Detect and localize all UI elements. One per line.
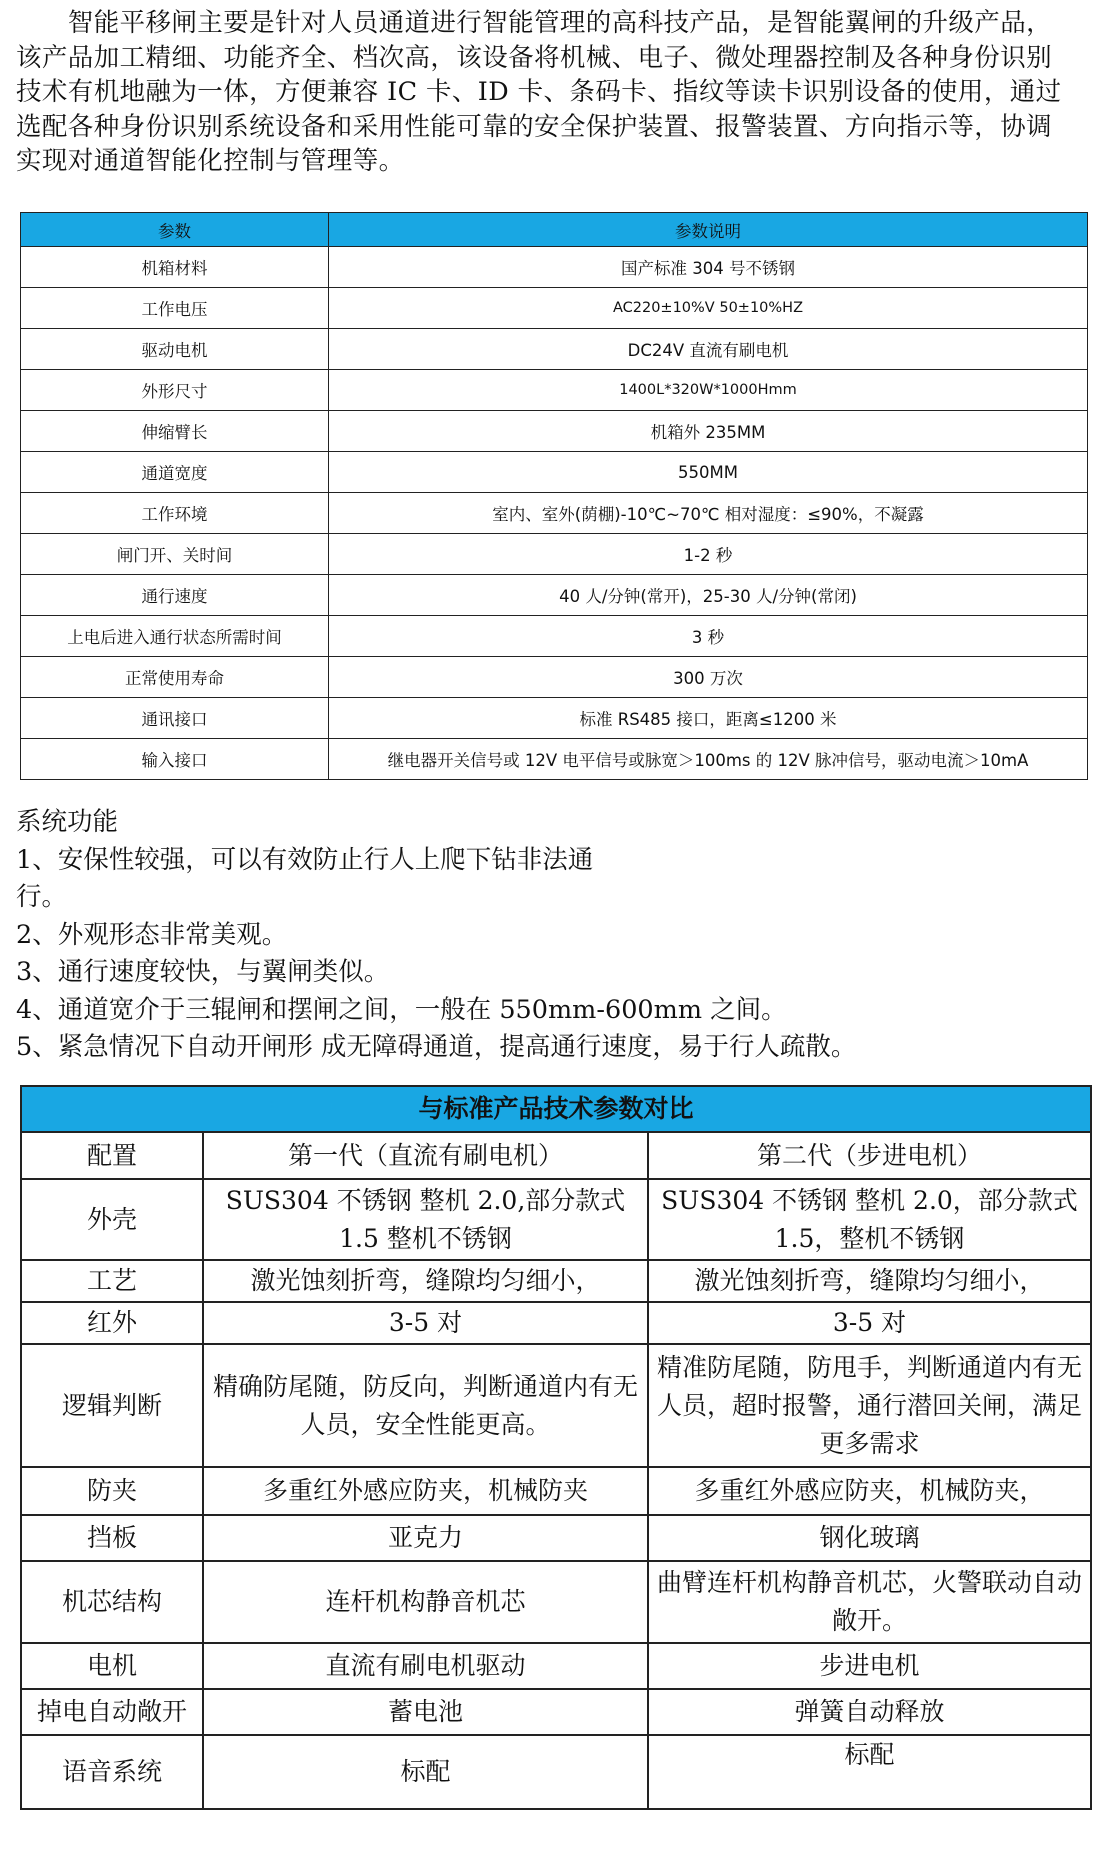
intro-line: 该产品加工精细、功能齐全、档次高，该设备将机械、电子、微处理器控制及各种身份识别: [16, 42, 1053, 73]
comparison-header: 第二代（步进电机）: [648, 1132, 1091, 1179]
table-row: [21, 1344, 1091, 1467]
comparison-cell: 3-5 对: [648, 1302, 1091, 1344]
comparison-cell: 蓄电池: [203, 1689, 648, 1735]
spec-value: 550MM: [329, 452, 1088, 493]
comparison-cell: 红外: [21, 1302, 203, 1344]
table-row: [21, 1561, 1091, 1643]
spec-value: 国产标准 304 号不锈钢: [329, 247, 1088, 288]
table-row: [21, 534, 1088, 575]
spec-param: 输入接口: [21, 739, 329, 780]
comparison-cell: SUS304 不锈钢 整机 2.0，部分款式 1.5，整机不锈钢: [648, 1179, 1091, 1260]
comparison-cell: 工艺: [21, 1260, 203, 1302]
spec-value: DC24V 直流有刷电机: [329, 329, 1088, 370]
comparison-cell: 外壳: [21, 1179, 203, 1260]
comparison-cell: 挡板: [21, 1515, 203, 1561]
comparison-cell: 机芯结构: [21, 1561, 203, 1643]
table-row: [21, 575, 1088, 616]
table-row: [21, 698, 1088, 739]
intro-line: 技术有机地融为一体，方便兼容 IC 卡、ID 卡、条码卡、指纹等读卡识别设备的使用，通过: [16, 77, 1062, 107]
table-row: [21, 657, 1088, 698]
spec-param: 外形尺寸: [21, 370, 329, 411]
comparison-header: 第一代（直流有刷电机）: [203, 1132, 648, 1179]
comparison-cell: 精准防尾随，防甩手，判断通道内有无人员，超时报警，通行潜回关闸，满足更多需求: [648, 1344, 1091, 1467]
features-title: 系统功能: [16, 807, 119, 837]
comparison-cell: 激光蚀刻折弯，缝隙均匀细小，: [203, 1260, 648, 1302]
table-row: [21, 452, 1088, 493]
spec-value: 机箱外 235MM: [329, 411, 1088, 452]
spec-param: 工作电压: [21, 288, 329, 329]
comparison-cell: 亚克力: [203, 1515, 648, 1561]
intro-paragraph: [16, 6, 1106, 179]
spec-param: 通道宽度: [21, 452, 329, 493]
comparison-table: [20, 1085, 1092, 1810]
comparison-cell: 步进电机: [648, 1643, 1091, 1689]
spec-value: 40 人/分钟(常开)，25-30 人/分钟(常闭): [329, 575, 1088, 616]
spec-header-param: 参数: [21, 213, 329, 247]
comparison-title-row: [21, 1086, 1091, 1132]
table-row: [21, 1179, 1091, 1260]
table-row: [21, 616, 1088, 657]
comparison-cell: 曲臂连杆机构静音机芯，火警联动自动敞开。: [648, 1561, 1091, 1643]
comparison-cell: 多重红外感应防夹，机械防夹，: [648, 1467, 1091, 1515]
comparison-cell: 3-5 对: [203, 1302, 648, 1344]
comparison-cell: 连杆机构静音机芯: [203, 1561, 648, 1643]
spec-param: 工作环境: [21, 493, 329, 534]
spec-header-row: [21, 213, 1088, 247]
table-row: [21, 1302, 1091, 1344]
comparison-cell: 防夹: [21, 1467, 203, 1515]
feature-line: 行。: [16, 882, 68, 912]
spec-value: 室内、室外(荫棚)-10℃~70℃ 相对湿度：≤90%，不凝露: [329, 493, 1088, 534]
comparison-cell: 语音系统: [21, 1735, 203, 1809]
spec-param: 上电后进入通行状态所需时间: [21, 616, 329, 657]
table-row: [21, 1515, 1091, 1561]
table-row: [21, 1260, 1091, 1302]
feature-line: 1、安保性较强，可以有效防止行人上爬下钻非法通: [16, 844, 594, 875]
comparison-cell: 精确防尾随，防反向，判断通道内有无人员，安全性能更高。: [203, 1344, 648, 1467]
table-row: [21, 247, 1088, 288]
table-row: [21, 493, 1088, 534]
spec-param: 通行速度: [21, 575, 329, 616]
spec-param: 机箱材料: [21, 247, 329, 288]
spec-value: AC220±10%V 50±10%HZ: [329, 288, 1088, 329]
table-row: [21, 1467, 1091, 1515]
table-row: [21, 1735, 1091, 1809]
comparison-cell: 电机: [21, 1643, 203, 1689]
comparison-cell: 直流有刷电机驱动: [203, 1643, 648, 1689]
comparison-cell: 逻辑判断: [21, 1344, 203, 1467]
table-row: [21, 739, 1088, 780]
comparison-cell: 标配: [203, 1735, 648, 1809]
comparison-cell: 弹簧自动释放: [648, 1689, 1091, 1735]
table-row: [21, 370, 1088, 411]
comparison-cell: 多重红外感应防夹，机械防夹: [203, 1467, 648, 1515]
spec-value: 1400L*320W*1000Hmm: [329, 370, 1088, 411]
spec-table: [20, 212, 1088, 780]
feature-line: 3、通行速度较快，与翼闸类似。: [16, 957, 390, 987]
spec-param: 伸缩臂长: [21, 411, 329, 452]
spec-param: 闸门开、关时间: [21, 534, 329, 575]
comparison-header: 配置: [21, 1132, 203, 1179]
spec-value: 继电器开关信号或 12V 电平信号或脉宽＞100ms 的 12V 脉冲信号，驱动电流＞10mA: [329, 739, 1088, 780]
comparison-cell: 钢化玻璃: [648, 1515, 1091, 1561]
intro-line: 选配各种身份识别系统设备和采用性能可靠的安全保护装置、报警装置、方向指示等，协调: [16, 111, 1053, 142]
table-row: [21, 1643, 1091, 1689]
spec-header-desc: 参数说明: [329, 213, 1088, 247]
spec-value: 1-2 秒: [329, 534, 1088, 575]
comparison-cell: 掉电自动敞开: [21, 1689, 203, 1735]
spec-param: 通讯接口: [21, 698, 329, 739]
comparison-header-row: [21, 1132, 1091, 1179]
spec-value: 3 秒: [329, 616, 1088, 657]
comparison-cell: 标配: [648, 1735, 1091, 1809]
comparison-cell: SUS304 不锈钢 整机 2.0,部分款式 1.5 整机不锈钢: [203, 1179, 648, 1260]
feature-line: 5、紧急情况下自动开闸形 成无障碍通道，提高通行速度，易于行人疏散。: [16, 1032, 857, 1062]
table-row: [21, 1689, 1091, 1735]
table-row: [21, 288, 1088, 329]
comparison-cell: 激光蚀刻折弯，缝隙均匀细小，: [648, 1260, 1091, 1302]
system-features: [16, 804, 856, 1067]
spec-value: 300 万次: [329, 657, 1088, 698]
feature-line: 2、外观形态非常美观。: [16, 919, 288, 950]
intro-line: 实现对通道智能化控制与管理等。: [16, 146, 405, 176]
table-row: [21, 329, 1088, 370]
spec-param: 驱动电机: [21, 329, 329, 370]
comparison-title: 与标准产品技术参数对比: [21, 1086, 1091, 1132]
intro-line: 智能平移闸主要是针对人员通道进行智能管理的高科技产品，是智能翼闸的升级产品，: [16, 8, 1053, 38]
table-row: [21, 411, 1088, 452]
feature-line: 4、通道宽介于三辊闸和摆闸之间，一般在 550mm-600mm 之间。: [16, 994, 787, 1025]
spec-value: 标准 RS485 接口，距离≤1200 米: [329, 698, 1088, 739]
spec-param: 正常使用寿命: [21, 657, 329, 698]
